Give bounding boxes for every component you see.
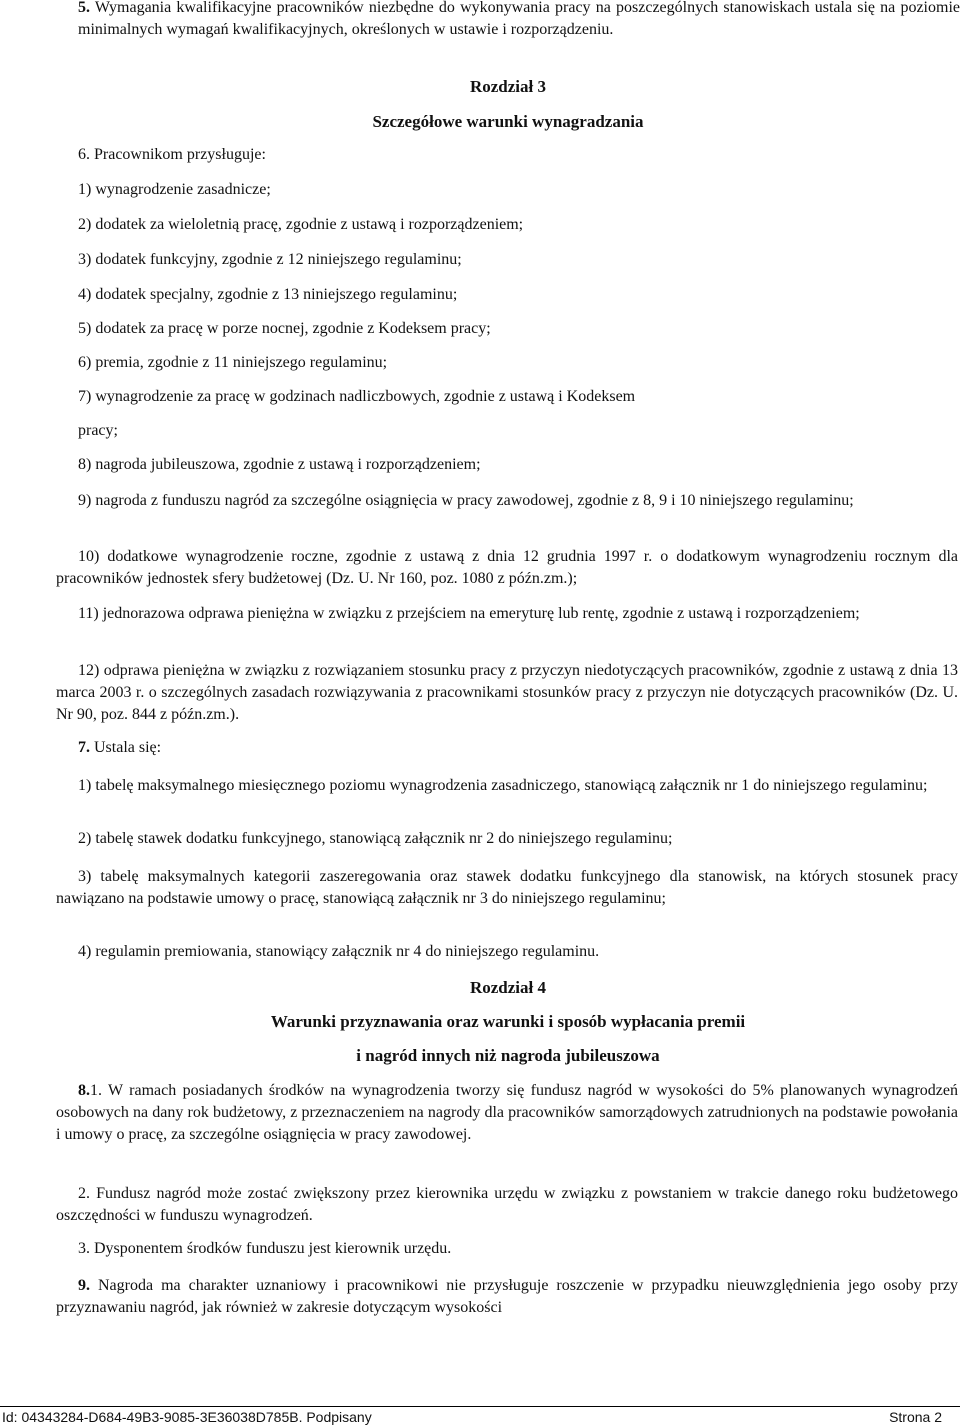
- section-number: 8.: [78, 1082, 90, 1099]
- paragraph-9: [56, 1275, 958, 1319]
- chapter-3-label: Rozdział 3: [469, 77, 547, 96]
- paragraph-8-point-3: 3. Dysponentem środków funduszu jest kierownik urzędu.: [78, 1240, 452, 1257]
- footer-page-number: Strona 2: [889, 1409, 942, 1425]
- paragraph-7-intro: [78, 739, 161, 757]
- list-item: 5) dodatek za pracę w porze nocnej, zgodnie z Kodeksem pracy;: [78, 320, 491, 337]
- footer-divider: [0, 1406, 960, 1407]
- list-item: 4) dodatek specjalny, zgodnie z 13 niniejszego regulaminu;: [78, 286, 458, 303]
- list-item: 1) wynagrodzenie zasadnicze;: [78, 181, 271, 198]
- chapter-4-title-line-2: i nagród innych niż nagroda jubileuszowa: [356, 1046, 660, 1065]
- list-item: pracy;: [78, 422, 118, 439]
- paragraph-8-point-2: 2. Fundusz nagród może zostać zwiększony przez kierownika urzędu w związku z powstaniem w trakcie danego roku budżetowego oszczędności w funduszu wynagrodzeń.: [56, 1185, 958, 1224]
- footer-document-id: Id: 04343284-D684-49B3-9085-3E36038D785B. Podpisany: [2, 1409, 372, 1425]
- chapter-4-title-line-1: Warunki przyznawania oraz warunki i sposób wypłacania premii: [270, 1012, 746, 1031]
- paragraph-text: Nagroda ma charakter uznaniowy i pracownikowi nie przysługuje roszczenie w przypadku nieuwzględnienia jego osoby przy przyznawaniu nagród, jak również w zakresie dotyczącym wysokości: [56, 1277, 959, 1316]
- document-page: [56, 0, 960, 1428]
- list-item: 11) jednorazowa odprawa pieniężna w związku z przejściem na emeryturę lub rentę, zgodnie z ustawą i rozporządzeniem;: [78, 605, 860, 622]
- list-item: 2) tabelę stawek dodatku funkcyjnego, stanowiącą załącznik nr 2 do niniejszego regulaminu;: [78, 830, 673, 847]
- list-item: 12) odprawa pieniężna w związku z rozwiązaniem stosunku pracy z przyczyn niedotyczących pracowników, zgodnie z ustawą z dnia 13 marca 2003 r. o szczególnych zasadach rozwiązywania z pracownikami stosunków pracy z przyczyn nie dotyczących pracowników (Dz. U. Nr 90, poz. 844 z późn.zm.).: [56, 662, 958, 723]
- list-item: 6) premia, zgodnie z 11 niniejszego regulaminu;: [78, 354, 388, 371]
- section-number: 9.: [78, 1277, 90, 1294]
- paragraph-text: 1. W ramach posiadanych środków na wynagrodzenia tworzy się fundusz nagród w wysokości do 5% planowanych wynagrodzeń osobowych na dany rok budżetowy, z przeznaczeniem na nagrody dla pracowników samorządowych zatrudnionych na podstawie powołania i umowy o pracę, za szczególne osiągnięcia w pracy zawodowej.: [56, 1082, 958, 1143]
- list-item: 3) tabelę maksymalnych kategorii zaszeregowania oraz stawek dodatku funkcyjnego dla stanowisk, na których stosunek pracy nawiązano na podstawie umowy o pracę, stanowiącą załącznik nr 3 do niniejszego regulaminu;: [56, 868, 958, 907]
- list-item: 2) dodatek za wieloletnią pracę, zgodnie z ustawą i rozporządzeniem;: [78, 216, 524, 233]
- paragraph-text: Wymagania kwalifikacyjne pracowników niezbędne do wykonywania pracy na poszczególnych stanowiskach ustala się na poziomie minimalnych wymagań kwalifikacyjnych, określonych w ustawie i rozporządzeniu.: [78, 0, 960, 38]
- list-item: 10) dodatkowe wynagrodzenie roczne, zgodnie z ustawą z dnia 12 grudnia 1997 r. o dodatkowym wynagrodzeniu rocznym dla pracowników jednostek sfery budżetowej (Dz. U. Nr 160, poz. 1080 z późn.zm.);: [56, 548, 958, 587]
- paragraph-5: [78, 0, 960, 41]
- list-item: 7) wynagrodzenie za pracę w godzinach nadliczbowych, zgodnie z ustawą i Kodeksem: [78, 388, 636, 405]
- list-item: 1) tabelę maksymalnego miesięcznego poziomu wynagrodzenia zasadniczego, stanowiącą załącznik nr 1 do niniejszego regulaminu;: [78, 777, 928, 794]
- paragraph-8-point-1: [56, 1080, 958, 1146]
- chapter-3-title: Szczegółowe warunki wynagradzania: [372, 112, 644, 131]
- list-item: 4) regulamin premiowania, stanowiący załącznik nr 4 do niniejszego regulaminu.: [78, 943, 600, 960]
- paragraph-6-intro: 6. Pracownikom przysługuje:: [78, 146, 266, 163]
- list-item: 8) nagroda jubileuszowa, zgodnie z ustawą i rozporządzeniem;: [78, 456, 481, 473]
- chapter-4-label: Rozdział 4: [469, 978, 547, 997]
- list-item: 3) dodatek funkcyjny, zgodnie z 12 niniejszego regulaminu;: [78, 251, 462, 268]
- section-number: 5.: [78, 0, 90, 16]
- list-item: 9) nagroda z funduszu nagród za szczególne osiągnięcia w pracy zawodowej, zgodnie z 8, 9 i 10 niniejszego regulaminu;: [78, 492, 854, 509]
- section-number: 7.: [78, 739, 90, 756]
- paragraph-text: Ustala się:: [94, 739, 162, 756]
